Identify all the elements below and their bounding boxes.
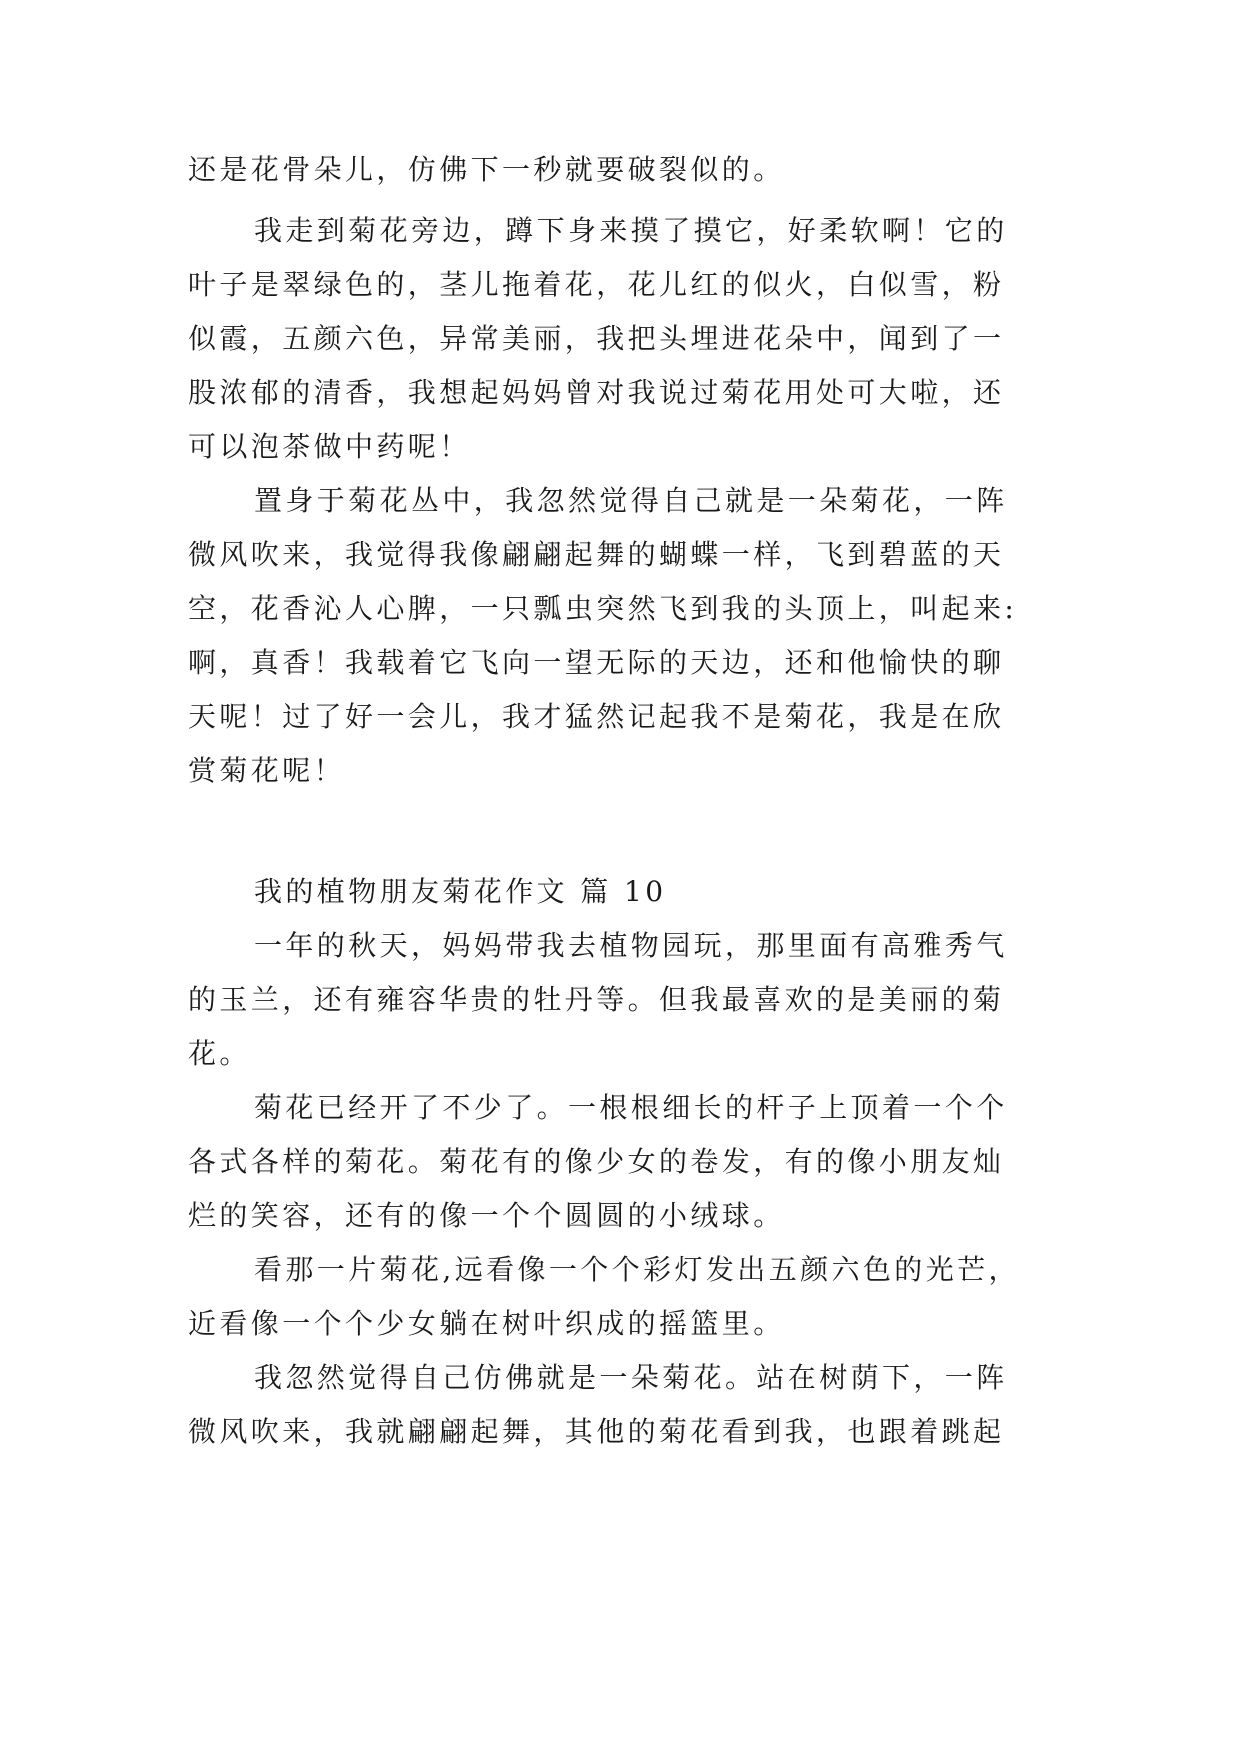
paragraph-first-line: 置身于菊花丛中，我忽然觉得自己就是一朵菊花，一阵 [254, 484, 1008, 517]
paragraph-first-line: 菊花已经开了不少了。一根根细长的杆子上顶着一个个 [254, 1091, 1008, 1124]
text-line: 花。 [188, 1037, 251, 1070]
text-line: 似霞，五颜六色，异常美丽，我把头埋进花朵中，闻到了一 [188, 322, 1005, 355]
text-line: 可以泡茶做中药呢！ [188, 430, 471, 463]
paragraph-first-line: 看那一片菊花,远看像一个个彩灯发出五颜六色的光芒， [254, 1253, 1020, 1286]
text-line: 烂的笑容，还有的像一个个圆圆的小绒球。 [188, 1199, 785, 1232]
text-line: 叶子是翠绿色的，茎儿拖着花，花儿红的似火，白似雪，粉 [188, 268, 1005, 301]
text-line: 还是花骨朵儿，仿佛下一秒就要破裂似的。 [188, 153, 785, 186]
text-line: 空，花香沁人心脾，一只瓢虫突然飞到我的头顶上，叫起来: [188, 592, 1018, 625]
paragraph-first-line: 我忽然觉得自己仿佛就是一朵菊花。站在树荫下，一阵 [254, 1361, 1008, 1394]
section-heading: 我的植物朋友菊花作文 篇 10 [254, 875, 667, 908]
text-line: 赏菊花呢！ [188, 754, 346, 787]
text-line: 近看像一个个少女躺在树叶织成的摇篮里。 [188, 1307, 785, 1340]
paragraph-first-line: 我走到菊花旁边，蹲下身来摸了摸它，好柔软啊！它的 [254, 214, 1008, 247]
text-line: 微风吹来，我就翩翩起舞，其他的菊花看到我，也跟着跳起 [188, 1415, 1005, 1448]
text-line: 的玉兰，还有雍容华贵的牡丹等。但我最喜欢的是美丽的菊 [188, 983, 1005, 1016]
text-line: 啊，真香！我载着它飞向一望无际的天边，还和他愉快的聊 [188, 646, 1005, 679]
text-line: 天呢！过了好一会儿，我才猛然记起我不是菊花，我是在欣 [188, 700, 1005, 733]
text-line: 股浓郁的清香，我想起妈妈曾对我说过菊花用处可大啦，还 [188, 376, 1005, 409]
text-line: 各式各样的菊花。菊花有的像少女的卷发，有的像小朋友灿 [188, 1145, 1005, 1178]
paragraph-first-line: 一年的秋天，妈妈带我去植物园玩，那里面有高雅秀气 [254, 929, 1008, 962]
text-line: 微风吹来，我觉得我像翩翩起舞的蝴蝶一样，飞到碧蓝的天 [188, 538, 1005, 571]
